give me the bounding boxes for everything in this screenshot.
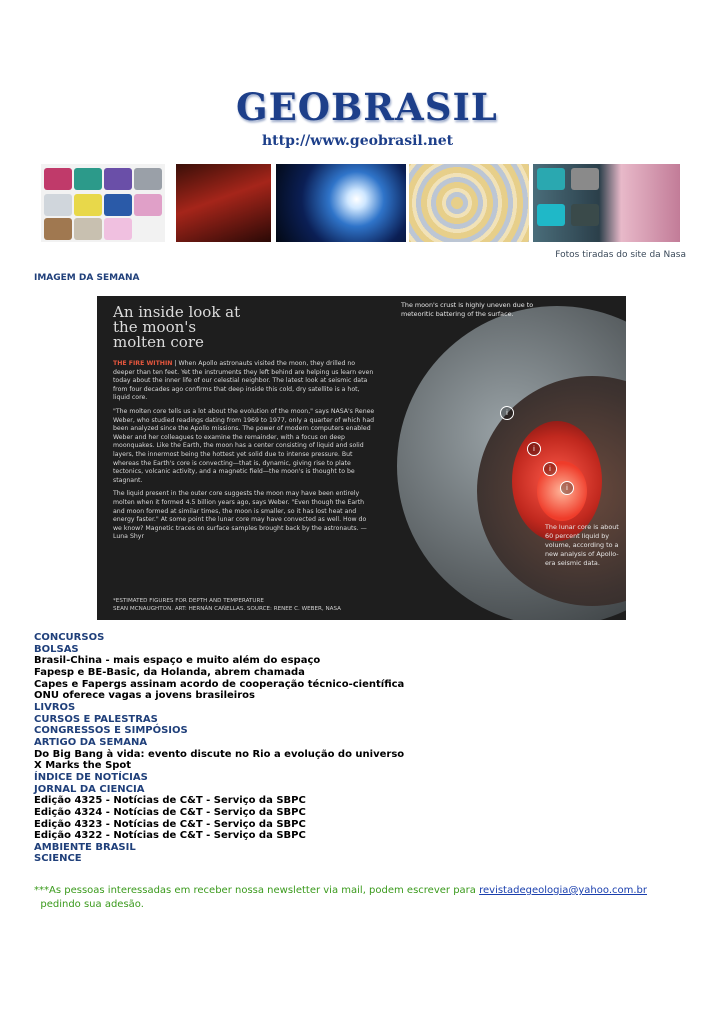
category-link[interactable]: AMBIENTE BRASIL [34, 841, 136, 853]
mineral-thumb [571, 204, 599, 226]
feature-footnote-1: *ESTIMATED FIGURES FOR DEPTH AND TEMPERATURE [113, 598, 264, 604]
news-link[interactable]: Capes e Fapergs assinam acordo de cooperação técnico-científica [34, 678, 405, 690]
banner-credit: Fotos tiradas do site da Nasa [555, 250, 686, 260]
mineral-thumb [134, 194, 162, 216]
feature-title: An inside look at the moon's molten core [113, 303, 241, 351]
news-link[interactable]: ONU oferece vagas a jovens brasileiros [34, 690, 255, 702]
category-link[interactable]: ARTIGO DA SEMANA [34, 736, 148, 748]
site-url[interactable]: http://www.geobrasil.net [262, 133, 454, 149]
feature-footnote-2: SEAN MCNAUGHTON. ART: HERNÁN CAÑELLAS. SOURCE: RENEE C. WEBER, NASA [113, 606, 341, 612]
site-logo[interactable]: GEOBRASIL [236, 85, 498, 129]
info-marker-icon[interactable]: i [560, 481, 574, 495]
mineral-thumb [104, 168, 132, 190]
category-link[interactable]: LIVROS [34, 701, 76, 713]
mineral-thumb [537, 168, 565, 190]
feature-text [113, 360, 375, 547]
mineral-thumb [74, 194, 102, 216]
news-link[interactable]: Edição 4322 - Notícias de C&T - Serviço da SBPC [34, 830, 306, 842]
category-link[interactable]: JORNAL DA CIENCIA [34, 783, 145, 795]
info-marker-icon[interactable]: i [543, 462, 557, 476]
mineral-thumb [44, 218, 72, 240]
newsletter-text-after: pedindo sua adesão. [40, 899, 144, 910]
feature-paragraph-2: "The molten core tells us a lot about the evolution of the moon," says NASA's Renee Weber, who studied readings dating from 1969 to 1977, only a quarter of which had been analyzed since the Apollo missions. The power of modern computers enabled Weber and her colleagues to examine the remainder, with a focus on deep moonquakes. Like the Earth, the moon has a center consisting of liquid and solid layers, the innermost being the hottest yet solid due to intense pressure. But whereas the Earth's core is convecting—that is, dynamic, giving rise to plate tectonics, volcanic activity, and a magnetic field—the moon's is thought to be stagnant. [113, 407, 375, 484]
banner-photo-volcano[interactable] [176, 164, 271, 242]
mineral-thumb [104, 218, 132, 240]
info-marker-icon[interactable]: i [500, 406, 514, 420]
link-list [34, 632, 694, 865]
mineral-thumb [134, 168, 162, 190]
banner-photo-gems[interactable] [409, 164, 529, 242]
feature-paragraph-1: | When Apollo astronauts visited the moon, they drilled no deeper than ten feet. Yet the instruments they left behind are helping us learn even today about the inner life of our celestial neighbor. The latest look at seismic data from four decades ago confirms that deep inside this cold, dry satellite is a hot, liquid core. [113, 360, 374, 402]
category-link[interactable]: BOLSAS [34, 643, 79, 655]
news-link[interactable]: Edição 4324 - Notícias de C&T - Serviço da SBPC [34, 806, 306, 818]
feature-infographic[interactable] [97, 296, 626, 620]
category-link[interactable]: CURSOS E PALESTRAS [34, 713, 158, 725]
news-link[interactable]: Edição 4325 - Notícias de C&T - Serviço da SBPC [34, 795, 306, 807]
info-marker-icon[interactable]: i [527, 442, 541, 456]
news-link[interactable]: Edição 4323 - Notícias de C&T - Serviço da SBPC [34, 818, 306, 830]
category-link[interactable]: SCIENCE [34, 853, 82, 865]
caption-crust: The moon's crust is highly uneven due to meteoritic battering of the surface. [401, 301, 534, 318]
feature-paragraph-3: The liquid present in the outer core suggests the moon may have been entirely molten when it formed 4.5 billion years ago, says Weber. "Even though the Earth and moon formed at similar times, the moon is smaller, so it has lost heat and energy faster." At some point the lunar core may have convected as well. How do we know? Magnetic traces on surface samples brought back by the astronauts. —Luna Shyr [113, 490, 367, 541]
news-link[interactable]: Do Big Bang à vida: evento discute no Rio a evolução do universo [34, 748, 405, 760]
mineral-thumb [74, 168, 102, 190]
mineral-thumb [74, 218, 102, 240]
newsletter-text-before: ***As pessoas interessadas em receber nossa newsletter via mail, podem escrever para [34, 885, 476, 896]
mineral-thumb [44, 168, 72, 190]
newsletter-note [34, 884, 694, 912]
banner-photo-earth-impact[interactable] [276, 164, 406, 242]
section-label-image-of-week: IMAGEM DA SEMANA [34, 273, 140, 283]
news-link[interactable]: Brasil-China - mais espaço e muito além do espaço [34, 655, 321, 667]
caption-core: The lunar core is about 60 percent liquid by volume, according to a new analysis of Apollo-era seismic data. [545, 523, 619, 567]
newsletter-email-link[interactable]: revistadegeologia@yahoo.com.br [479, 885, 647, 896]
category-link[interactable]: CONGRESSOS E SIMPÓSIOS [34, 725, 188, 737]
feature-lead-label: THE FIRE WITHIN [113, 360, 173, 367]
mineral-thumb [44, 194, 72, 216]
mineral-thumb [571, 168, 599, 190]
mineral-thumb [104, 194, 132, 216]
news-link[interactable]: X Marks the Spot [34, 760, 132, 772]
feature-footnote [113, 597, 413, 613]
category-link[interactable]: CONCURSOS [34, 632, 105, 643]
news-link[interactable]: Fapesp e BE-Basic, da Holanda, abrem chamada [34, 666, 305, 678]
category-link[interactable]: ÍNDICE DE NOTÍCIAS [34, 771, 148, 783]
mineral-thumb [537, 204, 565, 226]
banner-photo-minerals-1[interactable] [41, 164, 165, 242]
banner-photo-minerals-2[interactable] [533, 164, 680, 242]
